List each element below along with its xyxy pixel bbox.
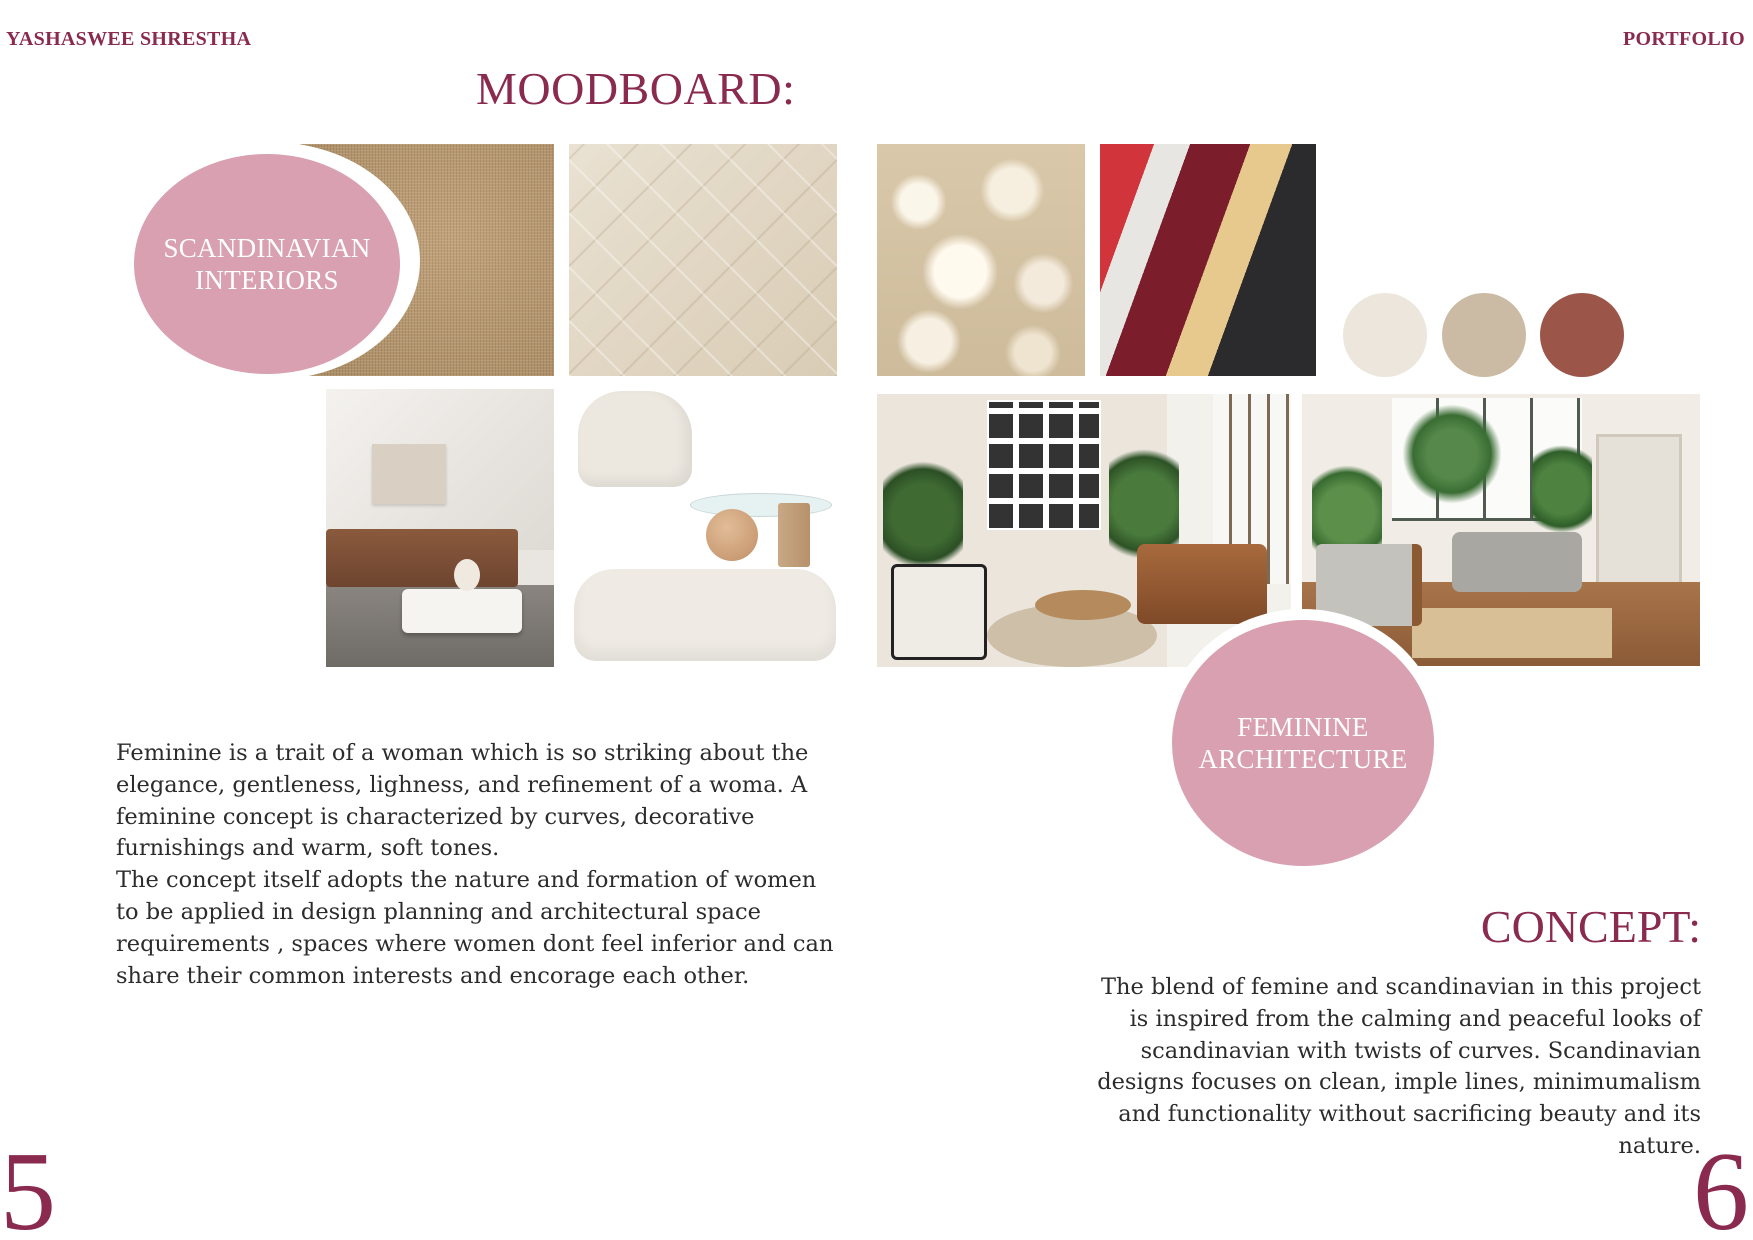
circle-label-line-1: SCANDINAVIAN — [163, 233, 371, 263]
page-number-right: 6 — [1693, 1130, 1749, 1240]
color-swatch-cream — [1343, 293, 1427, 377]
living-room-brown-sofa-image — [326, 389, 554, 667]
feminine-paragraph-2: The concept itself adopts the nature and formation of women to be applied in design planning and architectural space requirements , spaces where women dont feel inferior and can share their common interests and encorage each other. — [116, 867, 834, 989]
gallery-wall-living-room-image — [877, 394, 1291, 667]
leather-swatches-image — [1100, 144, 1316, 376]
color-swatch-beige — [1442, 293, 1526, 377]
page-number-left: 5 — [0, 1130, 56, 1240]
moodboard-title: MOODBOARD: — [476, 63, 796, 114]
feminine-description — [116, 738, 836, 992]
herringbone-wood-image — [569, 144, 837, 376]
feminine-architecture-circle — [1172, 620, 1434, 866]
author-name: YASHASWEE SHRESTHA — [6, 28, 252, 50]
wool-texture-image — [877, 144, 1085, 376]
scandinavian-interiors-circle — [134, 154, 400, 374]
concept-title: CONCEPT: — [1480, 901, 1701, 952]
circle-label-line-2: ARCHITECTURE — [1198, 744, 1408, 774]
color-swatch-terracotta — [1540, 293, 1624, 377]
circle-label-line-1: FEMININE — [1237, 712, 1369, 742]
concept-description — [1081, 972, 1701, 1163]
portfolio-label: PORTFOLIO — [1622, 28, 1745, 50]
concept-paragraph: The blend of femine and scandinavian in this project is inspired from the calming and peaceful looks of scandinavian with twists of curves. Scandinavian designs focuses on clean, imple lines, minimumalism and functionality without sacrificing beauty and its nature. — [1097, 974, 1701, 1159]
circle-label-line-2: INTERIORS — [195, 265, 339, 295]
boucle-furniture-image — [570, 389, 838, 667]
feminine-paragraph-1: Feminine is a trait of a woman which is so striking about the elegance, gentleness, lighness, and refinement of a woma. A feminine concept is characterized by curves, decorative furnishings and warm, soft tones. — [116, 740, 809, 862]
